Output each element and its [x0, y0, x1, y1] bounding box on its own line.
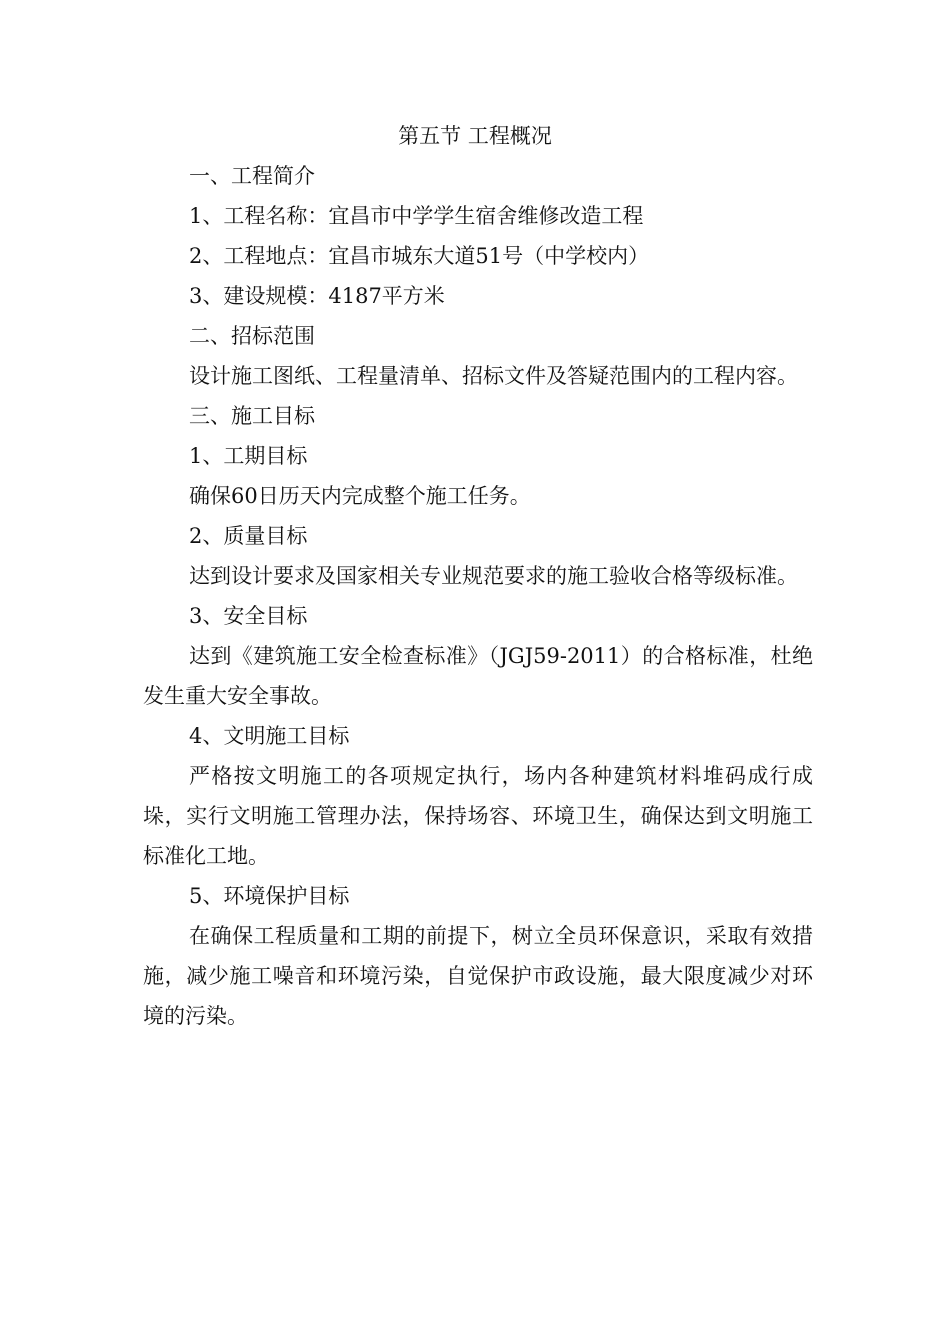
heading-project-intro: 一、工程简介 [189, 164, 315, 188]
heading-safety-goal: 3、安全目标 [189, 604, 308, 628]
project-scale-line: 3、建设规模：4187平方米 [189, 284, 445, 308]
heading-construction-goals: 三、施工目标 [189, 404, 315, 428]
heading-quality-goal: 2、质量目标 [189, 524, 308, 548]
bid-scope-text: 设计施工图纸、工程量清单、招标文件及答疑范围内的工程内容。 [189, 364, 798, 388]
project-location-line: 2、工程地点：宜昌市城东大道51号（中学校内） [189, 244, 650, 268]
environment-goal-text: 在确保工程质量和工期的前提下，树立全员环保意识，采取有效措施，减少施工噪音和环境污染，自觉保护市政设施，最大限度减少对环境的污染。 [143, 924, 813, 1028]
schedule-goal-text: 确保60日历天内完成整个施工任务。 [189, 484, 531, 508]
heading-environment-goal: 5、环境保护目标 [189, 884, 350, 908]
heading-civilized-construction-goal: 4、文明施工目标 [189, 724, 350, 748]
project-name-line: 1、工程名称：宜昌市中学学生宿舍维修改造工程 [189, 204, 644, 228]
quality-goal-text: 达到设计要求及国家相关专业规范要求的施工验收合格等级标准。 [189, 564, 798, 588]
civilized-construction-text: 严格按文明施工的各项规定执行，场内各种建筑材料堆码成行成垛，实行文明施工管理办法，保持场容、环境卫生，确保达到文明施工标准化工地。 [143, 764, 813, 868]
safety-goal-text: 达到《建筑施工安全检查标准》（JGJ59-2011）的合格标准，杜绝发生重大安全事故。 [143, 644, 813, 708]
heading-schedule-goal: 1、工期目标 [189, 444, 308, 468]
document-body [143, 156, 813, 1036]
section-title: 第五节 工程概况 [398, 124, 552, 148]
heading-bid-scope: 二、招标范围 [189, 324, 315, 348]
